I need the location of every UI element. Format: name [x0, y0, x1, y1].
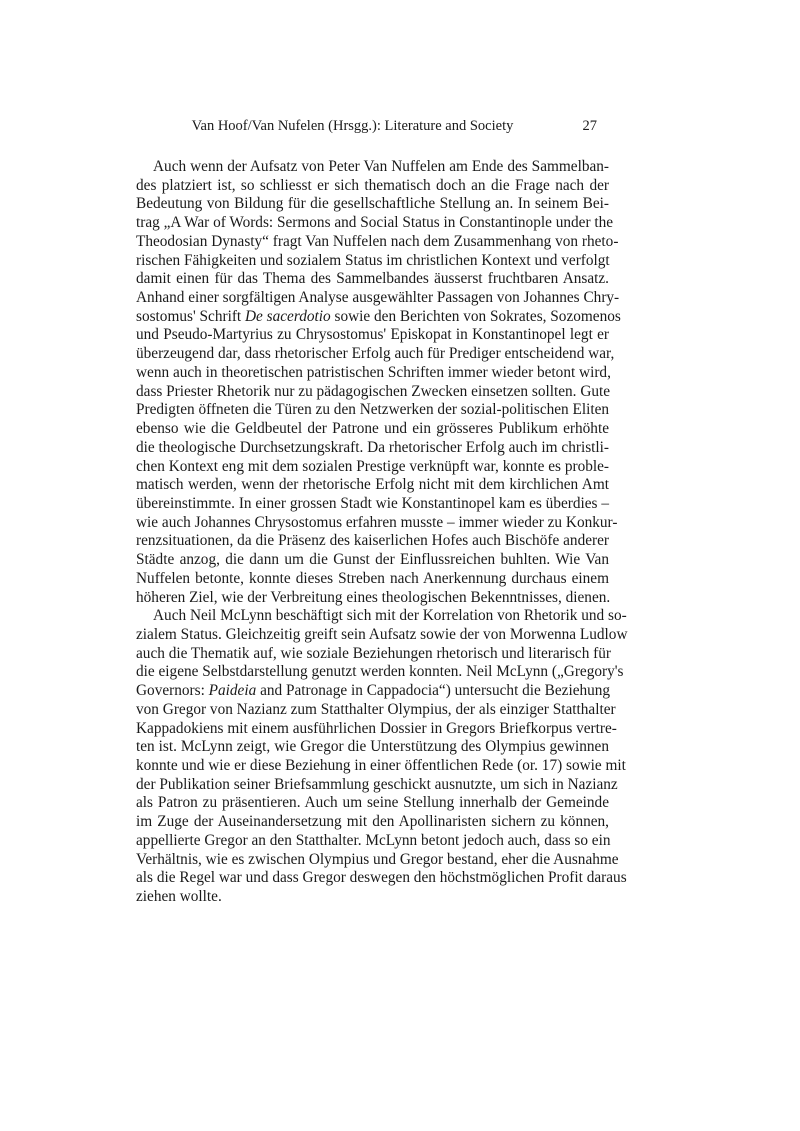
- text-segment: chen Kontext eng mit dem sozialen Prestige verknüpft war, konnte es proble-: [136, 457, 609, 475]
- text-line: [136, 458, 609, 477]
- text-line: [136, 383, 609, 402]
- text-segment: die eigene Selbstdarstellung genutzt werden konnten. Neil McLynn („Gregory's: [136, 663, 624, 681]
- text-line: [136, 850, 619, 870]
- text-segment: and Patronage in Cappadocia“) untersucht die Beziehung: [256, 682, 611, 700]
- text-segment: Verhältnis, wie es zwischen Olympius und Gregor bestand, eher die Ausnahme: [136, 850, 619, 868]
- text-segment: ten ist. McLynn zeigt, wie Gregor die Unterstützung des Olympius gewinnen: [136, 738, 609, 756]
- text-line: [136, 307, 621, 327]
- text-line: [136, 252, 609, 271]
- text-line: [136, 832, 609, 851]
- text-line: [136, 364, 609, 383]
- text-line: [136, 476, 609, 495]
- text-line: [136, 794, 609, 813]
- text-segment: der Publikation seiner Briefsammlung geschickt ausnutzte, um sich in Nazianz: [136, 775, 618, 793]
- text-segment: konnte und wie er diese Beziehung in einer öffentlichen Rede (or. 17) sowie mit: [136, 757, 626, 774]
- body-text: [136, 158, 628, 907]
- text-segment: Theodosian Dynasty“ fragt Van Nuffelen nach dem Zusammenhang von rheto-: [136, 232, 619, 250]
- text-line: [136, 738, 609, 757]
- text-segment: und Pseudo-Martyrius zu Chrysostomus' Episkopat in Konstantinopel legt er: [136, 326, 609, 344]
- text-segment: Bedeutung von Bildung für die gesellschaftliche Stellung an. In seinem Bei-: [136, 195, 609, 213]
- text-segment: Kappadokiens mit einem ausführlichen Dossier in Gregors Briefkorpus vertre-: [136, 719, 617, 737]
- text-segment: als die Regel war und dass Gregor deswegen den höchstmöglichen Profit daraus: [136, 869, 627, 887]
- text-line: [136, 719, 617, 739]
- text-segment: des platziert ist, so schliesst er sich thematisch doch an die Frage nach der: [136, 176, 609, 194]
- text-line: [136, 232, 619, 252]
- text-line: [136, 532, 609, 551]
- paragraph: [136, 158, 621, 607]
- text-line: [136, 420, 609, 439]
- text-segment: Nuffelen betonte, konnte dieses Streben nach Anerkennung durchaus einem: [136, 569, 609, 587]
- running-header: [136, 118, 609, 138]
- text-line: [136, 195, 609, 214]
- text-line: [136, 700, 616, 720]
- text-line: [136, 177, 609, 196]
- text-segment: Governors:: [136, 682, 209, 700]
- text-segment: im Zuge der Auseinandersetzung mit den Apollinaristen sichern zu können,: [136, 813, 609, 831]
- text-segment: Städte anzog, die dann um die Gunst der Einflussreichen buhlten. Wie Van: [136, 551, 609, 569]
- text-segment: rischen Fähigkeiten und sozialem Status im christlichen Kontext und verfolgt: [136, 251, 610, 269]
- text-line: [136, 289, 620, 308]
- text-segment: Predigten öffneten die Türen zu den Netzwerken der sozial-politischen Eliten: [136, 401, 610, 419]
- text-line: [136, 757, 626, 776]
- text-line: [136, 888, 609, 907]
- text-line: [136, 570, 609, 589]
- text-line: [136, 214, 614, 233]
- text-segment: ebenso wie die Geldbeutel der Patrone und ein grösseres Publikum erhöhte: [136, 420, 609, 438]
- text-line: [136, 401, 609, 420]
- text-line: [136, 158, 609, 177]
- text-line: [136, 663, 624, 682]
- text-segment: wie auch Johannes Chrysostomus erfahren musste – immer wieder zu Konkur-: [136, 513, 618, 531]
- text-segment: Auch Neil McLynn beschäftigt sich mit der Korrelation von Rhetorik und so-: [153, 607, 627, 625]
- text-line: [136, 439, 609, 458]
- text-segment: appellierte Gregor an den Statthalter. McLynn betont jedoch auch, dass so ein: [136, 831, 611, 849]
- text-segment: auch die Thematik auf, wie soziale Beziehungen rhetorisch und literarisch für: [136, 644, 612, 662]
- italic-title: Paideia: [208, 682, 257, 700]
- text-segment: zialem Status. Gleichzeitig greift sein Aufsatz sowie der von Morwenna Ludlow: [136, 625, 628, 643]
- text-segment: von Gregor von Nazianz zum Statthalter Olympius, der als einziger Statthalter: [136, 700, 616, 718]
- text-line: [136, 775, 618, 795]
- text-segment: damit einen für das Thema des Sammelbandes äusserst fruchtbaren Ansatz.: [136, 270, 609, 288]
- text-line: [136, 326, 609, 345]
- text-line: [136, 551, 609, 570]
- paragraph: [136, 607, 628, 907]
- italic-title: De sacerdotio: [245, 307, 331, 325]
- text-segment: die theologische Durchsetzungskraft. Da rhetorischer Erfolg auch im christli-: [136, 438, 609, 456]
- text-segment: höheren Ziel, wie der Verbreitung eines theologischen Bekenntnisses, dienen.: [136, 588, 611, 606]
- text-segment: renzsituationen, da die Präsenz des kaiserlichen Hofes auch Bischöfe anderer: [136, 532, 609, 550]
- text-line: [136, 589, 609, 608]
- text-line: [136, 682, 609, 701]
- text-segment: Auch wenn der Aufsatz von Peter Van Nuffelen am Ende des Sammelban-: [153, 158, 609, 175]
- text-segment: sowie den Berichten von Sokrates, Sozomenos: [330, 307, 621, 325]
- text-segment: als Patron zu präsentieren. Auch um seine Stellung innerhalb der Gemeinde: [136, 794, 609, 812]
- text-line: [136, 495, 609, 514]
- text-segment: matisch werden, wenn der rhetorische Erfolg nicht mit dem kirchlichen Amt: [136, 476, 609, 494]
- text-segment: wenn auch in theoretischen patristischen Schriften immer wieder betont wird,: [136, 363, 611, 381]
- text-line: [136, 869, 627, 888]
- text-segment: trag „A War of Words: Sermons and Social Status in Constantinople under the: [136, 214, 614, 232]
- text-line: [136, 625, 628, 645]
- text-segment: überzeugend dar, dass rhetorischer Erfolg auch für Prediger entscheidend war,: [136, 345, 615, 363]
- text-line: [136, 644, 612, 664]
- page-number: 27: [582, 118, 597, 134]
- text-line: [136, 513, 618, 533]
- text-segment: sostomus' Schrift: [136, 307, 245, 325]
- text-segment: Anhand einer sorgfältigen Analyse ausgewählter Passagen von Johannes Chry-: [136, 289, 620, 307]
- text-line: [136, 345, 615, 364]
- text-segment: dass Priester Rhetorik nur zu pädagogischen Zwecken einsetzen sollten. Gute: [136, 382, 611, 400]
- text-line: [136, 813, 609, 832]
- text-segment: ziehen wollte.: [136, 888, 222, 906]
- text-segment: übereinstimmte. In einer grossen Stadt wie Konstantinopel kam es überdies –: [136, 494, 609, 512]
- running-title: Van Hoof/Van Nufelen (Hrsgg.): Literature and Society: [191, 118, 514, 134]
- text-line: [136, 270, 609, 289]
- text-line: [136, 607, 627, 626]
